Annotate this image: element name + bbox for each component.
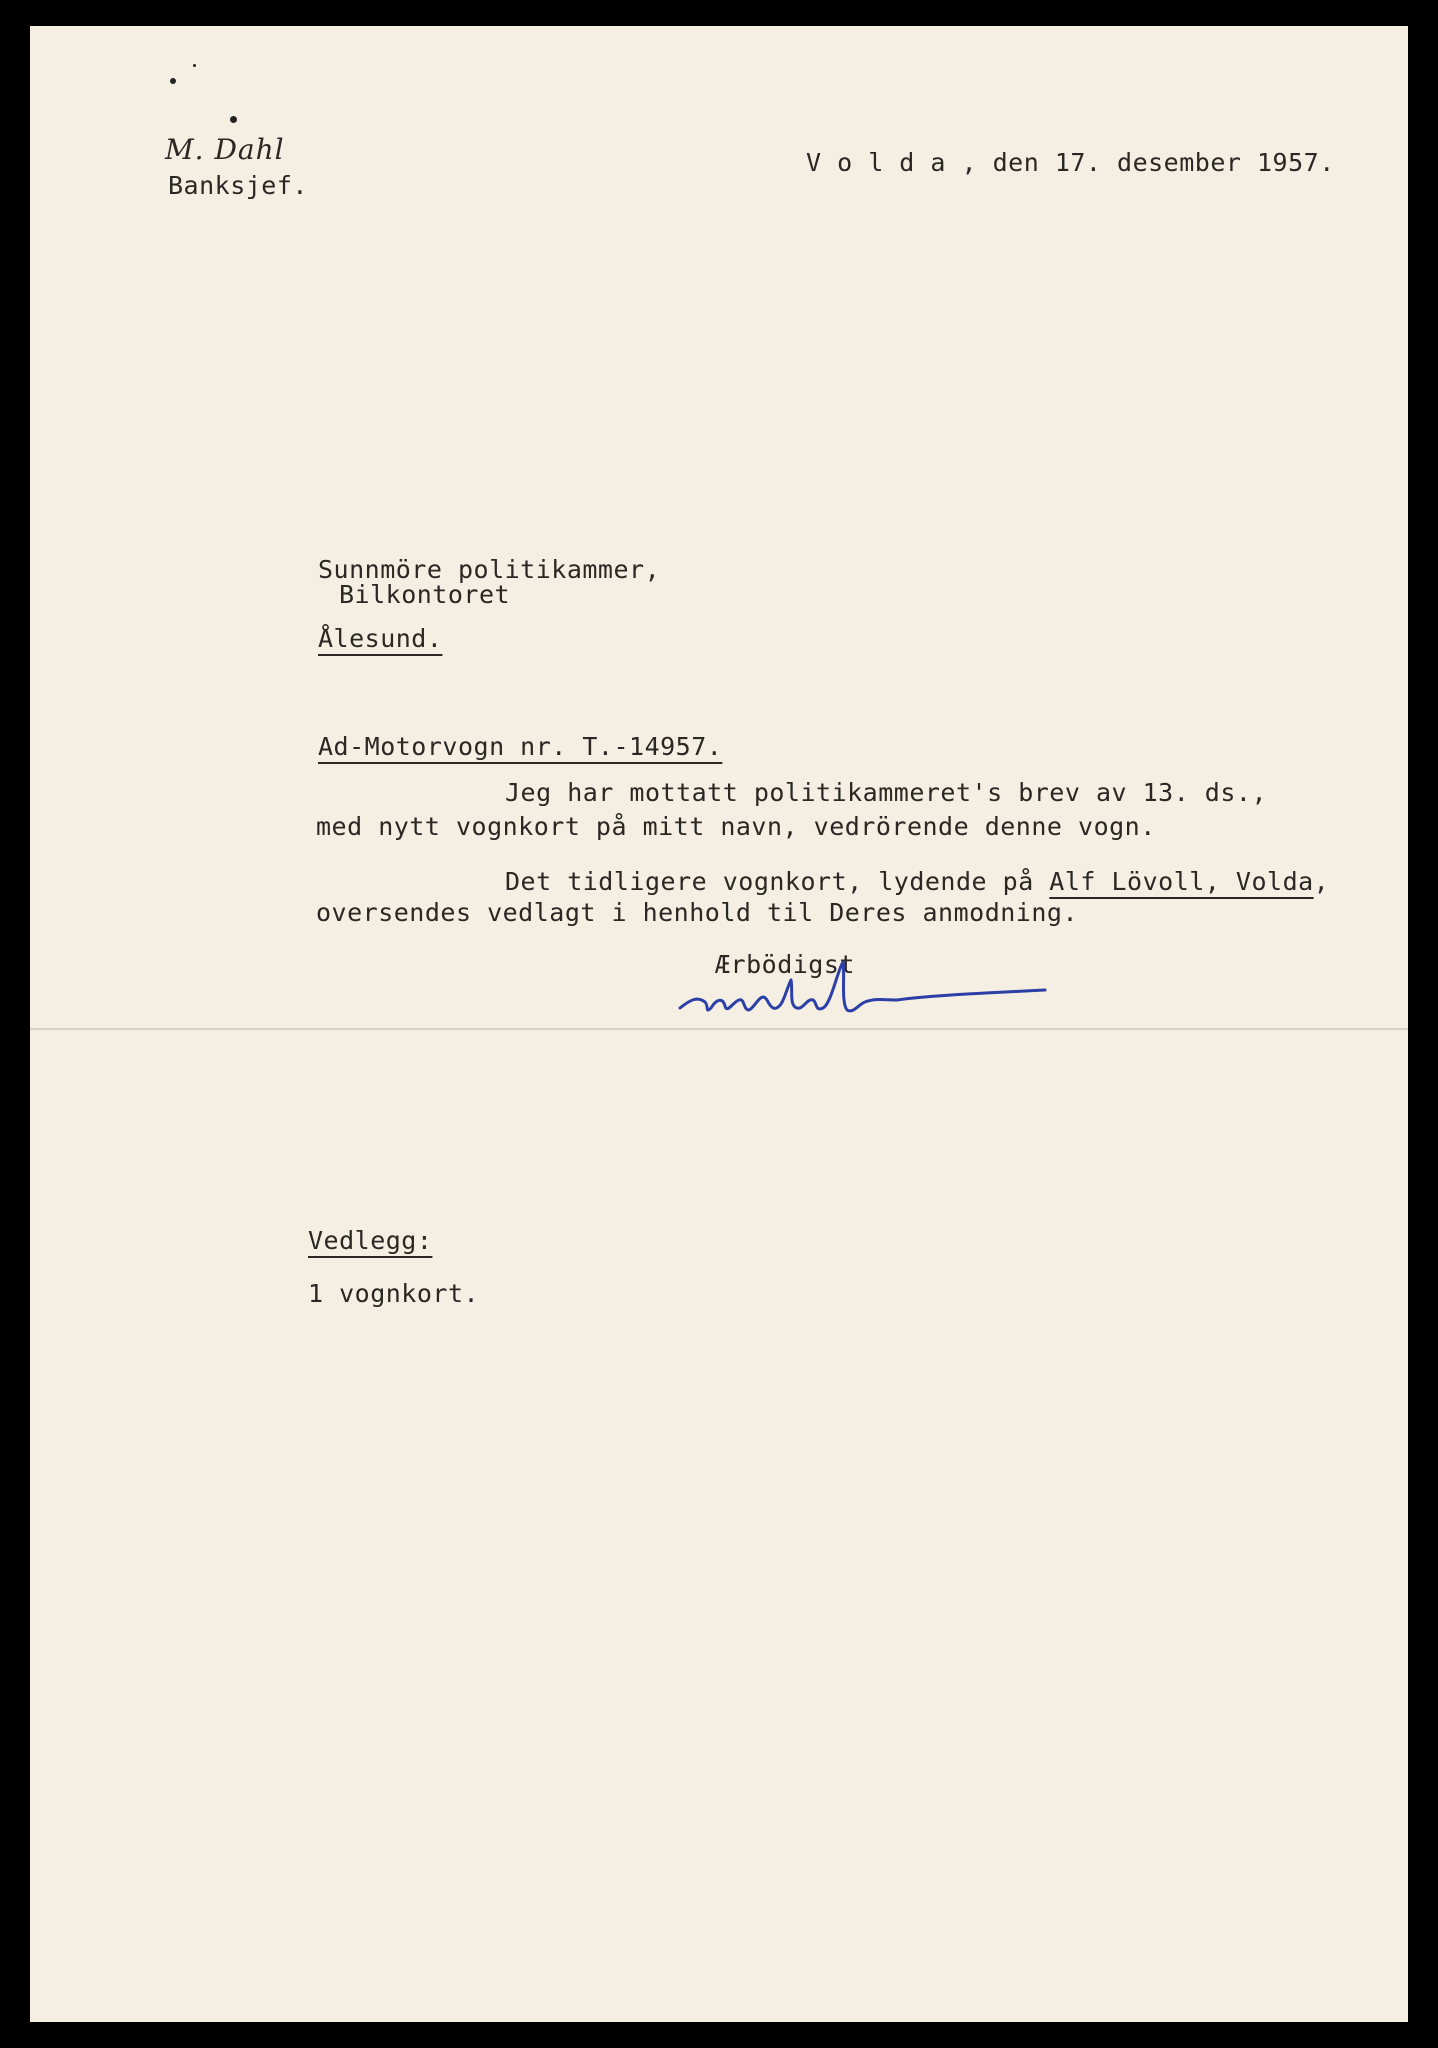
signature (675, 950, 1055, 1030)
ink-mark (170, 78, 176, 84)
recipient-line1: Sunnmöre politikammer, (318, 555, 661, 584)
dateline: V o l d a , den 17. desember 1957. (806, 148, 1335, 177)
body-p1-line1: Jeg har mottatt politikammeret's brev av 13. ds., (505, 778, 1268, 807)
recipient-line2: Bilkontoret (339, 580, 511, 609)
body-p2-line1 (505, 869, 1329, 894)
recipient-city: Ålesund. (318, 624, 443, 653)
letterhead-name: M. Dahl (165, 133, 285, 166)
body-p2-start: Det tidligere vognkort, lydende på (505, 867, 1050, 896)
body-p1-line2: med nytt vognkort på mitt navn, vedrörende denne vogn. (316, 812, 1156, 841)
closing: Ærbödigst (715, 950, 855, 979)
body-p2-name: Alf Lövoll, Volda (1049, 867, 1314, 896)
attachments-heading: Vedlegg: (308, 1226, 433, 1255)
subject-line: Ad-Motorvogn nr. T.-14957. (318, 732, 723, 761)
body-p2-end: , (1313, 867, 1330, 896)
ink-mark (230, 116, 237, 123)
letterhead-title: Banksjef. (168, 171, 308, 200)
ink-mark (193, 64, 196, 67)
attachments-item: 1 vognkort. (308, 1279, 480, 1308)
body-p2-line2: oversendes vedlagt i henhold til Deres anmodning. (316, 898, 1079, 927)
